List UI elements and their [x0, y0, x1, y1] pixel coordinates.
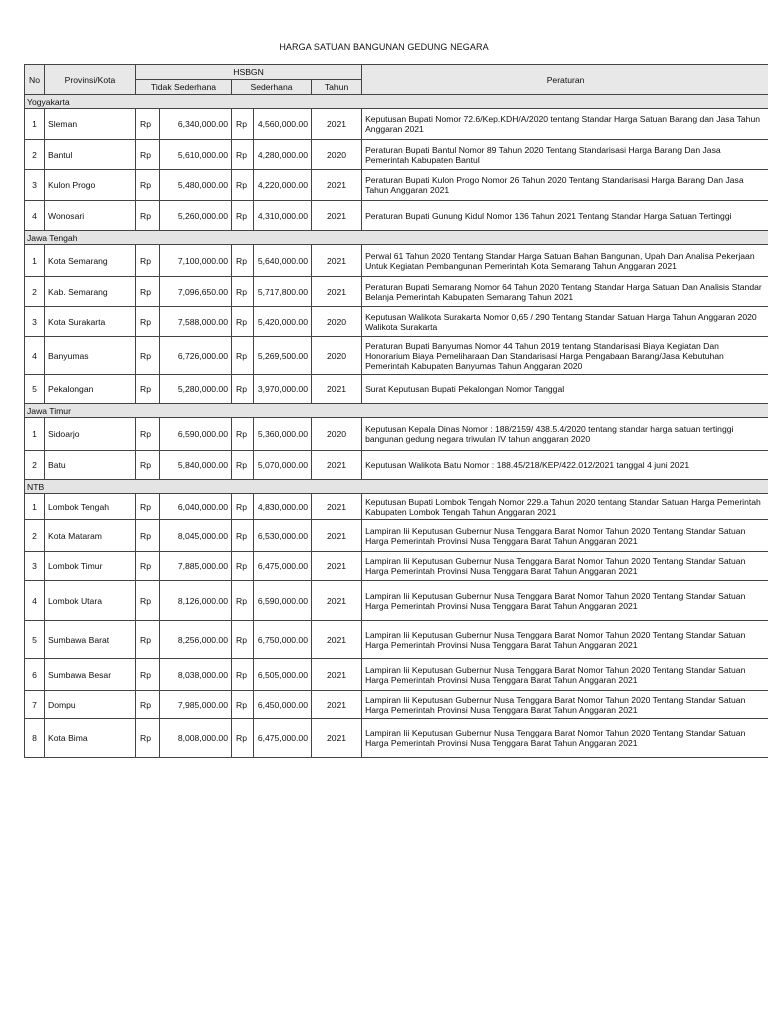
year: 2020 — [312, 140, 362, 170]
currency-tidak-sederhana: Rp — [136, 109, 160, 140]
regulation: Lampiran Iii Keputusan Gubernur Nusa Tenggara Barat Nomor Tahun 2020 Tentang Standar Satuan Harga Pemerintah Provinsi Nusa Tenggara Barat Tahun Anggaran 2021 — [362, 691, 768, 719]
row-number: 4 — [25, 581, 45, 621]
year: 2021 — [312, 170, 362, 201]
group-label: NTB — [25, 480, 768, 494]
group-row — [25, 95, 768, 109]
price-tidak-sederhana: 5,840,000.00 — [160, 451, 232, 480]
price-tidak-sederhana: 5,480,000.00 — [160, 170, 232, 201]
price-sederhana: 6,750,000.00 — [254, 621, 312, 659]
currency-tidak-sederhana: Rp — [136, 375, 160, 404]
regulation: Lampiran Iii Keputusan Gubernur Nusa Tenggara Barat Nomor Tahun 2020 Tentang Standar Satuan Harga Pemerintah Provinsi Nusa Tenggara Barat Tahun Anggaran 2021 — [362, 552, 768, 581]
table-row — [25, 691, 768, 719]
price-sederhana: 5,420,000.00 — [254, 307, 312, 337]
row-number: 2 — [25, 451, 45, 480]
currency-sederhana: Rp — [232, 170, 254, 201]
currency-sederhana: Rp — [232, 719, 254, 758]
price-tidak-sederhana: 8,126,000.00 — [160, 581, 232, 621]
currency-sederhana: Rp — [232, 494, 254, 520]
city-name: Kulon Progo — [45, 170, 136, 201]
regulation: Lampiran Iii Keputusan Gubernur Nusa Tenggara Barat Nomor Tahun 2020 Tentang Standar Satuan Harga Pemerintah Provinsi Nusa Tenggara Barat Tahun Anggaran 2021 — [362, 719, 768, 758]
currency-sederhana: Rp — [232, 375, 254, 404]
group-row — [25, 404, 768, 418]
table-row — [25, 552, 768, 581]
price-tidak-sederhana: 5,280,000.00 — [160, 375, 232, 404]
regulation: Lampiran Iii Keputusan Gubernur Nusa Tenggara Barat Nomor Tahun 2020 Tentang Standar Satuan Harga Pemerintah Provinsi Nusa Tenggara Barat Tahun Anggaran 2021 — [362, 621, 768, 659]
city-name: Lombok Utara — [45, 581, 136, 621]
table-row — [25, 277, 768, 307]
city-name: Pekalongan — [45, 375, 136, 404]
table-row — [25, 520, 768, 552]
year: 2021 — [312, 552, 362, 581]
currency-tidak-sederhana: Rp — [136, 201, 160, 231]
row-number: 4 — [25, 337, 45, 375]
table-row — [25, 719, 768, 758]
year: 2021 — [312, 691, 362, 719]
header-tidak-sederhana: Tidak Sederhana — [136, 80, 232, 95]
table-row — [25, 307, 768, 337]
header-provinsi: Provinsi/Kota — [45, 65, 136, 95]
table-row — [25, 451, 768, 480]
table-row — [25, 494, 768, 520]
price-tidak-sederhana: 7,985,000.00 — [160, 691, 232, 719]
row-number: 7 — [25, 691, 45, 719]
header-no: No — [25, 65, 45, 95]
table-row — [25, 581, 768, 621]
price-sederhana: 6,475,000.00 — [254, 719, 312, 758]
regulation: Lampiran Iii Keputusan Gubernur Nusa Tenggara Barat Nomor Tahun 2020 Tentang Standar Satuan Harga Pemerintah Provinsi Nusa Tenggara Barat Tahun Anggaran 2021 — [362, 520, 768, 552]
price-tidak-sederhana: 8,038,000.00 — [160, 659, 232, 691]
row-number: 5 — [25, 375, 45, 404]
price-tidak-sederhana: 7,885,000.00 — [160, 552, 232, 581]
table-row — [25, 418, 768, 451]
year: 2021 — [312, 201, 362, 231]
row-number: 4 — [25, 201, 45, 231]
row-number: 1 — [25, 245, 45, 277]
year: 2020 — [312, 307, 362, 337]
city-name: Wonosari — [45, 201, 136, 231]
header-hsbgn: HSBGN — [136, 65, 362, 80]
hsbgn-table — [24, 64, 768, 758]
currency-tidak-sederhana: Rp — [136, 337, 160, 375]
price-tidak-sederhana: 6,340,000.00 — [160, 109, 232, 140]
price-tidak-sederhana: 6,726,000.00 — [160, 337, 232, 375]
group-label: Yogyakarta — [25, 95, 768, 109]
currency-sederhana: Rp — [232, 277, 254, 307]
group-row — [25, 480, 768, 494]
table-row — [25, 621, 768, 659]
currency-sederhana: Rp — [232, 552, 254, 581]
regulation: Perwal 61 Tahun 2020 Tentang Standar Harga Satuan Bahan Bangunan, Upah Dan Analisa Pekerjaan Untuk Kegiatan Pembangunan Pemerintah Kota Semarang Tahun Anggaran 2021 — [362, 245, 768, 277]
city-name: Lombok Tengah — [45, 494, 136, 520]
group-label: Jawa Tengah — [25, 231, 768, 245]
year: 2021 — [312, 109, 362, 140]
price-sederhana: 6,590,000.00 — [254, 581, 312, 621]
currency-sederhana: Rp — [232, 418, 254, 451]
year: 2021 — [312, 719, 362, 758]
price-tidak-sederhana: 8,045,000.00 — [160, 520, 232, 552]
price-tidak-sederhana: 5,610,000.00 — [160, 140, 232, 170]
price-sederhana: 6,475,000.00 — [254, 552, 312, 581]
table-header — [25, 65, 768, 95]
document-title: HARGA SATUAN BANGUNAN GEDUNG NEGARA — [279, 42, 489, 52]
currency-tidak-sederhana: Rp — [136, 451, 160, 480]
currency-tidak-sederhana: Rp — [136, 245, 160, 277]
price-sederhana: 5,269,500.00 — [254, 337, 312, 375]
table-row — [25, 659, 768, 691]
currency-tidak-sederhana: Rp — [136, 621, 160, 659]
row-number: 2 — [25, 520, 45, 552]
regulation: Peraturan Bupati Kulon Progo Nomor 26 Tahun 2020 Tentang Standarisasi Harga Barang Dan Jasa Tahun Anggaran 2021 — [362, 170, 768, 201]
year: 2021 — [312, 520, 362, 552]
currency-tidak-sederhana: Rp — [136, 581, 160, 621]
currency-sederhana: Rp — [232, 621, 254, 659]
header-sederhana: Sederhana — [232, 80, 312, 95]
header-tahun: Tahun — [312, 80, 362, 95]
regulation: Surat Keputusan Bupati Pekalongan Nomor Tanggal — [362, 375, 768, 404]
regulation: Peraturan Bupati Bantul Nomor 89 Tahun 2020 Tentang Standarisasi Harga Barang Dan Jasa Pemerintah Kabupaten Bantul — [362, 140, 768, 170]
table-row — [25, 375, 768, 404]
row-number: 2 — [25, 277, 45, 307]
currency-sederhana: Rp — [232, 307, 254, 337]
currency-tidak-sederhana: Rp — [136, 719, 160, 758]
table-row — [25, 245, 768, 277]
currency-tidak-sederhana: Rp — [136, 691, 160, 719]
currency-tidak-sederhana: Rp — [136, 140, 160, 170]
table-row — [25, 109, 768, 140]
currency-sederhana: Rp — [232, 451, 254, 480]
currency-tidak-sederhana: Rp — [136, 418, 160, 451]
group-label: Jawa Timur — [25, 404, 768, 418]
row-number: 2 — [25, 140, 45, 170]
city-name: Kota Surakarta — [45, 307, 136, 337]
price-tidak-sederhana: 8,256,000.00 — [160, 621, 232, 659]
price-sederhana: 5,717,800.00 — [254, 277, 312, 307]
city-name: Bantul — [45, 140, 136, 170]
price-sederhana: 5,070,000.00 — [254, 451, 312, 480]
price-sederhana: 4,220,000.00 — [254, 170, 312, 201]
price-tidak-sederhana: 7,588,000.00 — [160, 307, 232, 337]
regulation: Peraturan Bupati Banyumas Nomor 44 Tahun 2019 tentang Standarisasi Biaya Kegiatan Dan Honorarium Biaya Pemeliharaan Dan Standarisasi Harga Pengabaan Barang/Jasa Kebutuhan Pemerintah Kabupaten Banyumas Tahun Anggaran 2020 — [362, 337, 768, 375]
city-name: Sumbawa Barat — [45, 621, 136, 659]
regulation: Keputusan Bupati Nomor 72.6/Kep.KDH/A/2020 tentang Standar Harga Satuan Barang dan Jasa Tahun Anggaran 2021 — [362, 109, 768, 140]
row-number: 1 — [25, 109, 45, 140]
price-sederhana: 3,970,000.00 — [254, 375, 312, 404]
price-sederhana: 4,310,000.00 — [254, 201, 312, 231]
currency-sederhana: Rp — [232, 140, 254, 170]
price-tidak-sederhana: 5,260,000.00 — [160, 201, 232, 231]
year: 2021 — [312, 277, 362, 307]
price-sederhana: 4,830,000.00 — [254, 494, 312, 520]
table-row — [25, 140, 768, 170]
regulation: Lampiran Iii Keputusan Gubernur Nusa Tenggara Barat Nomor Tahun 2020 Tentang Standar Satuan Harga Pemerintah Provinsi Nusa Tenggara Barat Tahun Anggaran 2021 — [362, 581, 768, 621]
currency-sederhana: Rp — [232, 691, 254, 719]
regulation: Peraturan Bupati Gunung Kidul Nomor 136 Tahun 2021 Tentang Standar Harga Satuan Tertinggi — [362, 201, 768, 231]
currency-sederhana: Rp — [232, 245, 254, 277]
regulation: Keputusan Walikota Surakarta Nomor 0,65 / 290 Tentang Standar Satuan Harga Tahun Anggaran 2020 Walikota Surakarta — [362, 307, 768, 337]
city-name: Sumbawa Besar — [45, 659, 136, 691]
year: 2021 — [312, 659, 362, 691]
year: 2021 — [312, 494, 362, 520]
regulation: Keputusan Kepala Dinas Nomor : 188/2159/ 438.5.4/2020 tentang standar harga satuan tertinggi bangunan gedung negara triwulan IV tahun anggaran 2020 — [362, 418, 768, 451]
price-sederhana: 6,505,000.00 — [254, 659, 312, 691]
row-number: 1 — [25, 418, 45, 451]
currency-sederhana: Rp — [232, 109, 254, 140]
currency-sederhana: Rp — [232, 337, 254, 375]
year: 2021 — [312, 581, 362, 621]
price-tidak-sederhana: 6,590,000.00 — [160, 418, 232, 451]
year: 2020 — [312, 418, 362, 451]
price-tidak-sederhana: 7,100,000.00 — [160, 245, 232, 277]
city-name: Sidoarjo — [45, 418, 136, 451]
city-name: Banyumas — [45, 337, 136, 375]
city-name: Kota Mataram — [45, 520, 136, 552]
price-tidak-sederhana: 7,096,650.00 — [160, 277, 232, 307]
currency-sederhana: Rp — [232, 581, 254, 621]
price-sederhana: 5,360,000.00 — [254, 418, 312, 451]
row-number: 3 — [25, 307, 45, 337]
price-tidak-sederhana: 6,040,000.00 — [160, 494, 232, 520]
regulation: Keputusan Bupati Lombok Tengah Nomor 229.a Tahun 2020 tentang Standar Satuan Harga Pemerintah Kabupaten Lombok Tengah Tahun Anggaran 2021 — [362, 494, 768, 520]
currency-tidak-sederhana: Rp — [136, 552, 160, 581]
regulation: Lampiran Iii Keputusan Gubernur Nusa Tenggara Barat Nomor Tahun 2020 Tentang Standar Satuan Harga Pemerintah Provinsi Nusa Tenggara Barat Tahun Anggaran 2021 — [362, 659, 768, 691]
currency-tidak-sederhana: Rp — [136, 277, 160, 307]
currency-tidak-sederhana: Rp — [136, 307, 160, 337]
year: 2021 — [312, 451, 362, 480]
currency-tidak-sederhana: Rp — [136, 170, 160, 201]
row-number: 1 — [25, 494, 45, 520]
price-tidak-sederhana: 8,008,000.00 — [160, 719, 232, 758]
row-number: 8 — [25, 719, 45, 758]
group-row — [25, 231, 768, 245]
year: 2021 — [312, 245, 362, 277]
year: 2020 — [312, 337, 362, 375]
city-name: Sleman — [45, 109, 136, 140]
price-sederhana: 6,450,000.00 — [254, 691, 312, 719]
price-sederhana: 4,280,000.00 — [254, 140, 312, 170]
year: 2021 — [312, 621, 362, 659]
city-name: Dompu — [45, 691, 136, 719]
table-row — [25, 170, 768, 201]
city-name: Kota Bima — [45, 719, 136, 758]
row-number: 3 — [25, 552, 45, 581]
currency-tidak-sederhana: Rp — [136, 494, 160, 520]
currency-tidak-sederhana: Rp — [136, 659, 160, 691]
row-number: 6 — [25, 659, 45, 691]
price-sederhana: 5,640,000.00 — [254, 245, 312, 277]
regulation: Keputusan Walikota Batu Nomor : 188.45/218/KEP/422.012/2021 tanggal 4 juni 2021 — [362, 451, 768, 480]
currency-tidak-sederhana: Rp — [136, 520, 160, 552]
table-row — [25, 201, 768, 231]
city-name: Batu — [45, 451, 136, 480]
table-row — [25, 337, 768, 375]
regulation: Peraturan Bupati Semarang Nomor 64 Tahun 2020 Tentang Standar Harga Satuan Dan Analisis Standar Belanja Pemerintah Kabupaten Semarang Tahun 2021 — [362, 277, 768, 307]
price-sederhana: 4,560,000.00 — [254, 109, 312, 140]
price-sederhana: 6,530,000.00 — [254, 520, 312, 552]
year: 2021 — [312, 375, 362, 404]
city-name: Kota Semarang — [45, 245, 136, 277]
currency-sederhana: Rp — [232, 201, 254, 231]
row-number: 5 — [25, 621, 45, 659]
city-name: Lombok Timur — [45, 552, 136, 581]
row-number: 3 — [25, 170, 45, 201]
city-name: Kab. Semarang — [45, 277, 136, 307]
currency-sederhana: Rp — [232, 659, 254, 691]
currency-sederhana: Rp — [232, 520, 254, 552]
table-body — [25, 95, 768, 758]
header-peraturan: Peraturan — [362, 65, 768, 95]
